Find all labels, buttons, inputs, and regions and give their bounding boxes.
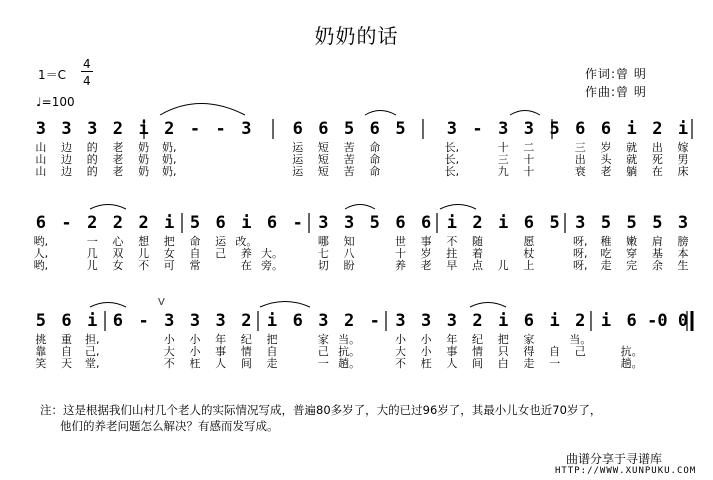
notes-row-3 — [28, 310, 696, 332]
note: i — [498, 213, 509, 233]
note: 2 — [652, 119, 663, 139]
song-title: 奶奶的话 — [314, 24, 399, 48]
note: 2 — [472, 213, 483, 233]
note: 6 — [395, 213, 406, 233]
lyricist-credit: 作词:曾 明 — [585, 67, 647, 81]
footnote-line-1: 注：这是根据我们山村几个老人的实际情况写成，普遍80多岁了，大的已过96岁了，其最小儿女也近70岁了， — [40, 403, 602, 417]
note: - — [61, 213, 72, 233]
note: i — [164, 213, 175, 233]
note: 6 — [421, 213, 432, 233]
note: i — [266, 311, 278, 331]
note: i — [626, 119, 637, 139]
note: 5 — [369, 213, 380, 233]
lyrics-row-2-verse-2: 人, 几 双 儿 女 自 己 养 大。 七 八 十 岁 拄 着 杖 呀, 吃 穿 基 本 — [33, 247, 689, 260]
note: 6 — [318, 119, 329, 139]
time-signature-top: 4 — [83, 57, 91, 71]
lyrics-row-3-verse-2: 靠 自 己, 大 小 事 情 自 己 抗。 大 小 事 情 只 得 自 己 抗。 — [35, 345, 643, 358]
note: 3 — [241, 119, 252, 139]
lyrics-row-1-verse-3: 山 边 的 老 奶 奶, 运 短 苦 命 长, 九 十 衰 老 躺 在 床 — [35, 165, 689, 178]
note: 5 — [549, 213, 560, 233]
note: 2 — [575, 311, 586, 331]
note: 5 — [652, 213, 663, 233]
note: 3 — [61, 119, 72, 139]
note: 6 — [523, 311, 535, 331]
key-signature: 1＝C — [38, 68, 67, 82]
note: 3 — [189, 311, 201, 331]
note: 3 — [395, 311, 406, 331]
footnote-line-2: 他们的养老问题怎么解决？有感而发写成。 — [60, 419, 279, 433]
note: 5 — [549, 119, 560, 139]
note: 3 — [164, 311, 175, 331]
lyrics-row-2-verse-1: 哟, 一 心 想 把 命 运 改。 哪 知 世 事 不 随 愿 呀, 稚 嫩 肩 膀 — [33, 235, 689, 248]
note: 2 — [112, 213, 124, 233]
note: 3 — [318, 213, 329, 233]
note: - — [369, 311, 380, 331]
note — [259, 118, 285, 140]
note: 2 — [164, 119, 175, 139]
tempo-marking: ♩=100 — [36, 95, 75, 109]
note: 2 — [343, 311, 355, 331]
note: i — [600, 311, 612, 331]
note: 3 — [343, 213, 355, 233]
note: 6 — [215, 213, 226, 233]
note: 3 — [446, 311, 457, 331]
note: i — [138, 119, 149, 139]
note: 6 — [266, 213, 278, 233]
note: 2 — [87, 213, 98, 233]
note: 6 — [292, 311, 303, 331]
notes-row-1 — [28, 118, 696, 140]
note: 2 — [472, 311, 483, 331]
note: 3 — [523, 119, 535, 139]
note: i — [677, 119, 689, 139]
note: - — [472, 119, 483, 139]
note: - — [292, 213, 303, 233]
note: 3 — [421, 311, 432, 331]
note: 3 — [215, 311, 226, 331]
notes-row-2 — [28, 212, 696, 234]
note: 6 — [575, 119, 586, 139]
note: i — [498, 311, 509, 331]
footer-url[interactable]: HTTP://WWW.XUNPUKU.COM — [555, 466, 697, 476]
note — [413, 118, 439, 140]
note: 2 — [112, 119, 124, 139]
time-signature-bottom: 4 — [83, 74, 91, 88]
lyrics-row-1-verse-1: 山 边 的 老 奶 奶, 运 短 苦 命 长, 十 二 三 岁 就 出 嫁 — [35, 141, 689, 154]
time-signature-divider — [81, 71, 93, 72]
note: 6 — [61, 311, 72, 331]
note: 5 — [600, 213, 612, 233]
note: 6 — [369, 119, 380, 139]
note: 2 — [138, 213, 149, 233]
lyrics-row-3-verse-3: 笑 天 堂, 不 枉 人 间 走 一 趟。 不 枉 人 间 白 走 一 趟。 — [35, 357, 643, 370]
note: i — [87, 311, 98, 331]
footer-source-text: 曲谱分享于寻谱库 — [566, 452, 663, 466]
note: 6 — [292, 119, 303, 139]
note: 6 — [523, 213, 535, 233]
note: i — [549, 311, 560, 331]
note: 2 — [241, 311, 252, 331]
lyrics-row-3-verse-1: 挑 重 担, 小 小 年 纪 把 家 当。 小 小 年 纪 把 家 当。 — [35, 333, 592, 346]
note: 5 — [343, 119, 355, 139]
note: 3 — [318, 311, 329, 331]
note: 5 — [35, 311, 46, 331]
note: 5 — [395, 119, 406, 139]
note: 5 — [626, 213, 637, 233]
note: 6 — [112, 311, 124, 331]
note: 6 — [35, 213, 46, 233]
note: 6 — [600, 119, 612, 139]
note: 3 — [446, 119, 457, 139]
composer-credit: 作曲:曾 明 — [585, 85, 647, 99]
note: - — [215, 119, 226, 139]
note: 3 — [575, 213, 586, 233]
note: 3 — [677, 213, 689, 233]
lyrics-row-2-verse-3: 哟, 儿 女 不 可 常 在 旁。 切 盼 养 老 早 点 儿 上 呀, 走 完 余 生 — [33, 259, 689, 272]
note: 3 — [87, 119, 98, 139]
note: -0 — [647, 311, 668, 331]
note: 6 — [626, 311, 637, 331]
note: i — [241, 213, 252, 233]
note: 0 — [677, 311, 689, 331]
note: 3 — [35, 119, 46, 139]
note: - — [138, 311, 149, 331]
note: i — [446, 213, 457, 233]
note: 3 — [498, 119, 509, 139]
note: - — [189, 119, 201, 139]
note: 5 — [189, 213, 201, 233]
lyrics-row-1-verse-2: 山 边 的 老 奶 奶, 运 短 苦 命 长, 三 十 出 头 就 死 男 — [35, 153, 689, 166]
breath-mark: V — [158, 297, 165, 308]
